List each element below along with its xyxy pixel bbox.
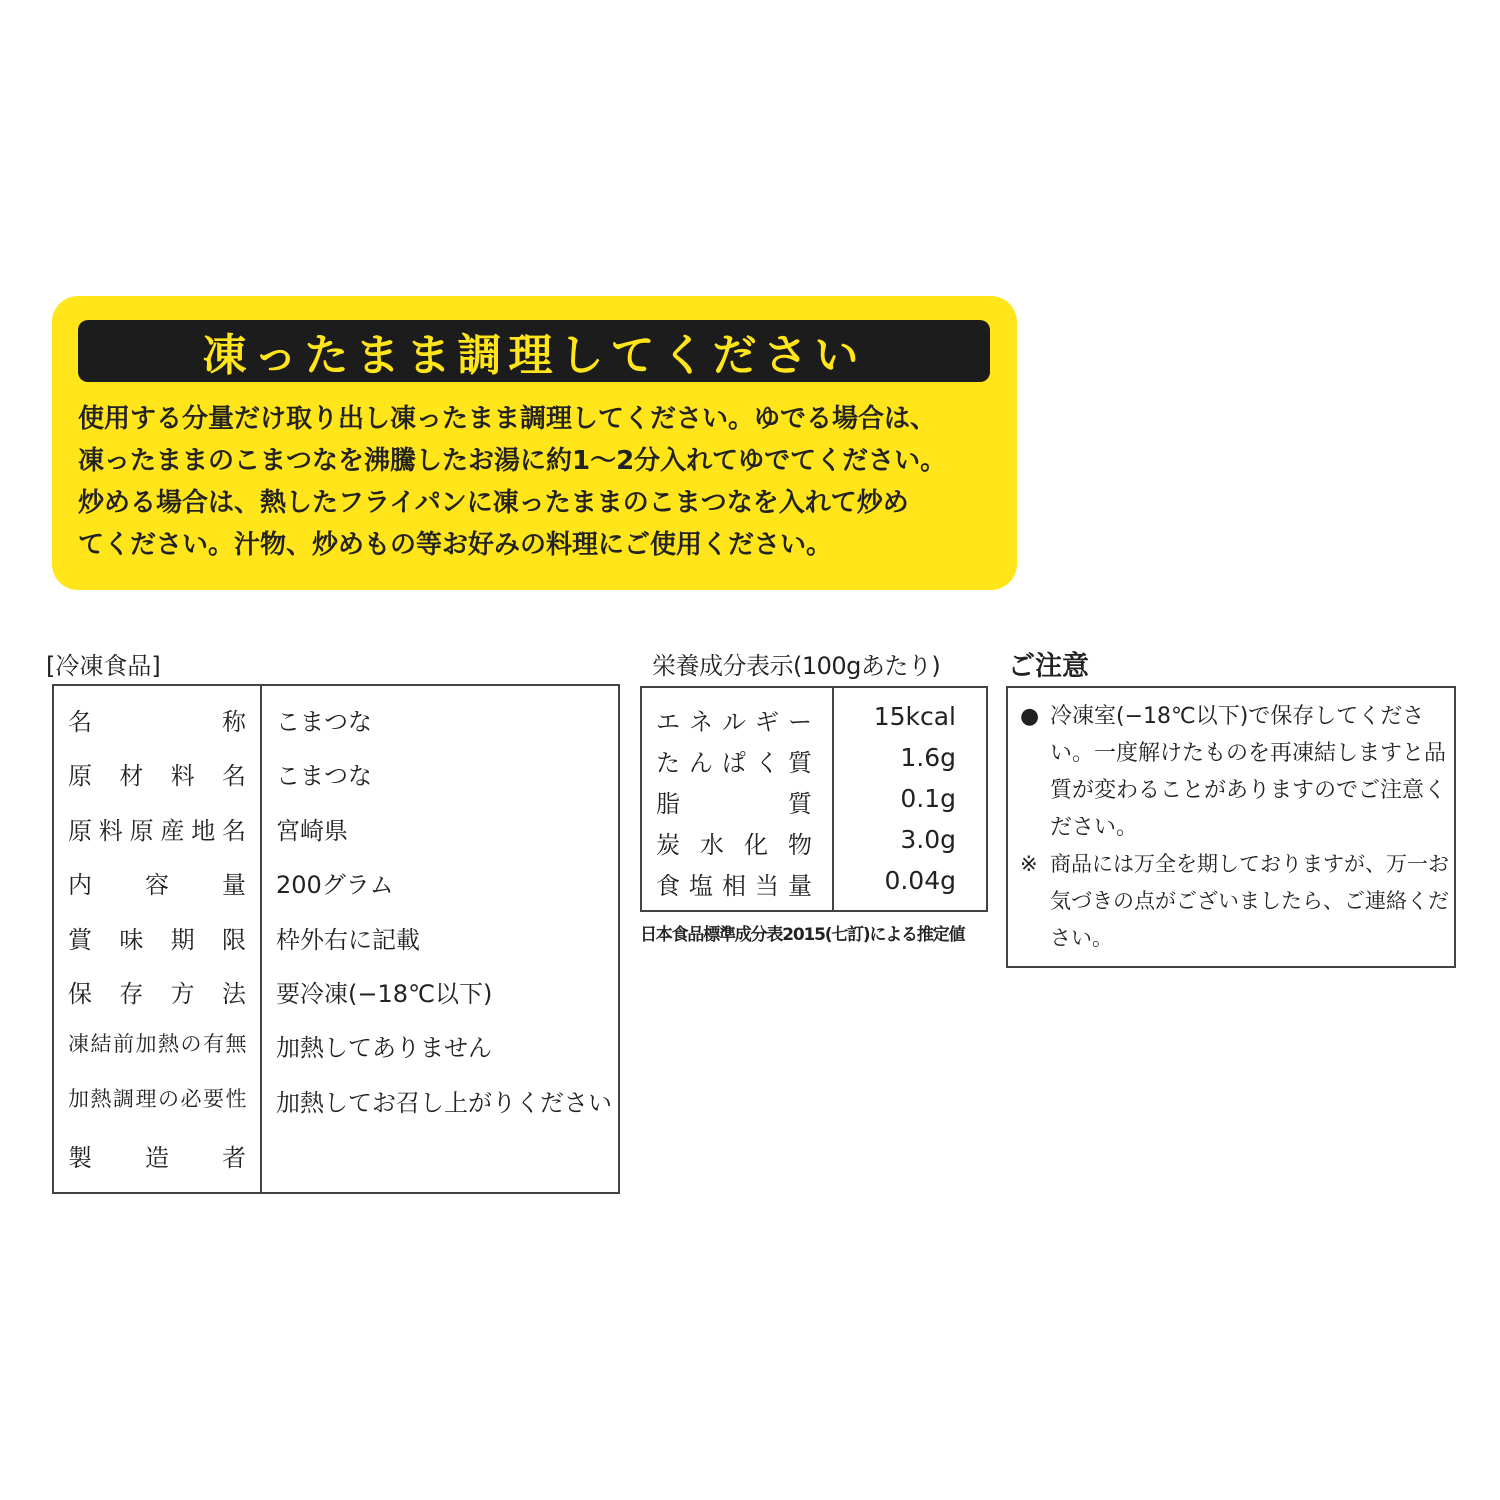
caution-item: [1020, 698, 1450, 846]
label-title: [冷凍食品]: [46, 652, 161, 680]
instructions-line: 使用する分量だけ取り出し凍ったまま調理してください。ゆでる場合は、: [78, 404, 937, 434]
nutrition-key: 脂質: [656, 790, 812, 818]
label-row-ingredients: [54, 744, 618, 798]
label-row-manufacturer: [54, 1126, 618, 1180]
nutrition-row-fat: [642, 778, 986, 819]
nutrition-note: 日本食品標準成分表2015(七訂)による推定値: [640, 925, 965, 945]
label-value: 加熱してありません: [276, 1034, 492, 1062]
label-value: こまつな: [276, 762, 372, 790]
label-value: 宮崎県: [276, 817, 348, 845]
nutrition-value: 0.1g: [900, 784, 956, 813]
label-key: 保存方法: [68, 980, 246, 1008]
caution-title: ご注意: [1008, 651, 1089, 682]
caution-item: [1020, 846, 1450, 957]
label-row-best-before: [54, 908, 618, 962]
instructions-line: てください。汁物、炒めもの等お好みの料理にご使用ください。: [78, 530, 833, 560]
nutrition-row-salt: [642, 860, 986, 901]
label-key: 加熱調理の必要性: [68, 1087, 246, 1111]
label-key: 賞味期限: [68, 926, 246, 954]
nutrition-key: 食塩相当量: [656, 872, 812, 900]
label-row-preheated: [54, 1016, 618, 1070]
instructions-line: 凍ったままのこまつなを沸騰したお湯に約1〜2分入れてゆでてください。: [78, 446, 947, 476]
label-value: 枠外右に記載: [276, 926, 420, 954]
label-key: 原材料名: [68, 762, 246, 790]
label-value: こまつな: [276, 708, 372, 736]
nutrition-title: 栄養成分表示(100gあたり): [652, 652, 941, 680]
label-row-storage: [54, 962, 618, 1016]
label-key: 内容量: [68, 871, 246, 899]
label-row-origin: [54, 799, 618, 853]
label-value: 200グラム: [276, 871, 394, 899]
label-value: 加熱してお召し上がりください: [276, 1089, 612, 1117]
nutrition-key: エネルギー: [656, 708, 812, 736]
instructions-banner: 凍ったまま調理してください: [78, 320, 990, 382]
nutrition-value: 3.0g: [900, 825, 956, 854]
bullet-icon: ●: [1020, 704, 1040, 729]
instructions-text: [78, 398, 1008, 566]
nutrition-value: 1.6g: [900, 743, 956, 772]
label-row-content: [54, 853, 618, 907]
label-key: 凍結前加熱の有無: [68, 1032, 246, 1056]
caution-box: [1006, 686, 1456, 968]
label-key: 原料原産地名: [68, 817, 246, 845]
nutrition-table: [640, 686, 988, 912]
instructions-panel: [52, 296, 1017, 590]
nutrition-row-carbohydrate: [642, 819, 986, 860]
nutrition-key: たんぱく質: [656, 749, 812, 777]
nutrition-key: 炭水化物: [656, 831, 812, 859]
nutrition-row-energy: [642, 696, 986, 737]
nutrition-value: 15kcal: [873, 702, 956, 731]
nutrition-value: 0.04g: [884, 866, 956, 895]
label-row-cooking: [54, 1071, 618, 1125]
label-table: [52, 684, 620, 1194]
label-key: 名称: [68, 708, 246, 736]
label-key: 製造者: [68, 1144, 246, 1172]
caution-text: 商品には万全を期しておりますが、万一お気づきの点がございましたら、ご連絡ください。: [1050, 852, 1449, 950]
note-mark-icon: ※: [1020, 852, 1038, 876]
label-value: 要冷凍(−18℃以下): [276, 980, 493, 1008]
label-row-name: [54, 690, 618, 744]
nutrition-row-protein: [642, 737, 986, 778]
caution-text: 冷凍室(−18℃以下)で保存してください。一度解けたものを再凍結しますと品質が変わることがありますのでご注意ください。: [1050, 704, 1447, 840]
instructions-line: 炒める場合は、熱したフライパンに凍ったままのこまつなを入れて炒め: [78, 488, 909, 518]
